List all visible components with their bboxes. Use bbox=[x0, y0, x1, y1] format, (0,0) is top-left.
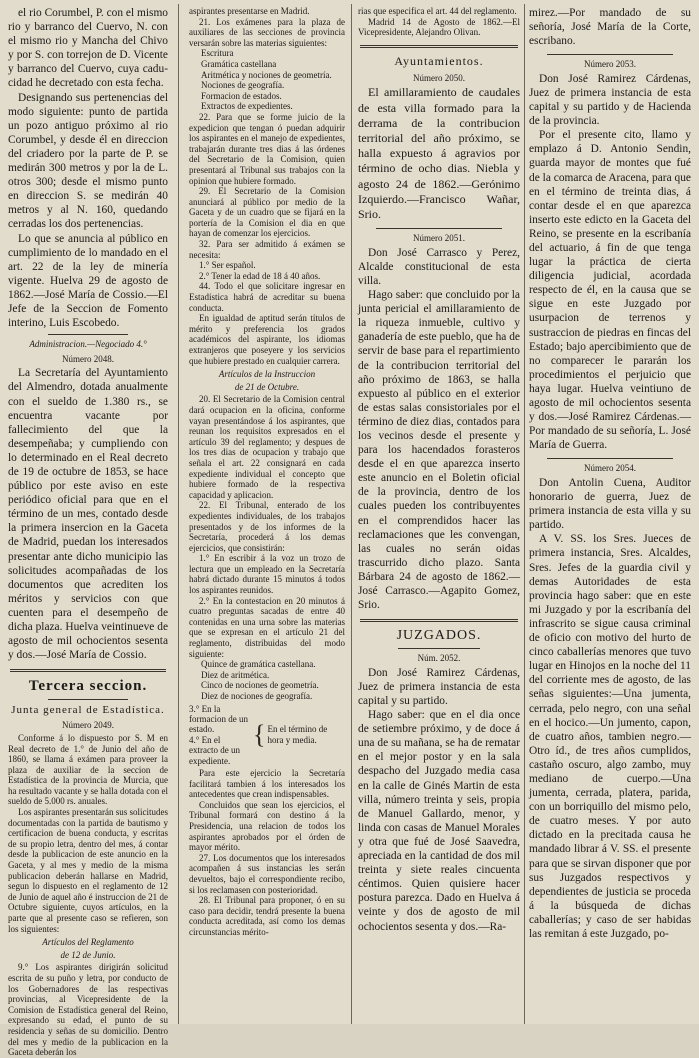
paragraph: Don José Ramirez Cárdenas, Juez de primera instancia de esta capital y su partido. bbox=[358, 666, 520, 708]
paragraph: Designando sus pertenencias del modo siguiente: punto de partida un pozo antiguo próximo al rio Corumbel, y desde él en direccion del criadero por la parte de P. se medirán 300 metros y por la de L. otros 300; desde el mismo punto en direccion S. se medirán 40 metros y al N. 160, quedando cerradas los dos pertenencias. bbox=[8, 91, 168, 231]
article-heading: de 21 de Octubre. bbox=[234, 381, 300, 392]
braced-items bbox=[189, 704, 345, 766]
list-item: Escritura bbox=[201, 48, 234, 59]
paragraph: 1.° Ser español. bbox=[199, 260, 256, 271]
column-divider bbox=[351, 4, 352, 1024]
paragraph: el rio Corumbel, P. con el mismo rio y barranco del Cuervo, N. con el mismo rio y Mancha del Chivo y por S. con torrejon de D. Vicente y barranco del Cuervo, cuya cadu-cidad he decretado con esta fecha. bbox=[8, 7, 168, 90]
paragraph: Don Antolin Cuena, Auditor honorario de guerra, Juez de primera instancia de esta villa y su partido. bbox=[529, 477, 691, 532]
paragraph: rias que especifica el art. 44 del reglamento. bbox=[358, 6, 517, 16]
list-item: Cinco de nociones de geometría. bbox=[201, 680, 319, 691]
column-divider bbox=[524, 4, 525, 1024]
paragraph: Por el presente cito, llamo y emplazo á D. Antonio Sendin, guarda mayor de montes que fué de la comarca de Aracena, para que en el término de treinta dias, á contar desde el en que aparezca inserto este edicto en la Gaceta del Reino, se presente en la escribanía del actuario, á fin de que tenga lugar la práctica de cierta diligencia judicial, acordada respecto de él, en la causa que se sigue en este Juzgado por usurpacion de terrenos y sustraccion de piedras en fincas del Estado; bajo apercibimiento que de no comparecer le pararán los procedimientos el perjuicio que haya lugar. Huelva veintiuno de agosto de mil ochocientos sesenta y dos.—José Ramirez Cárdenas.—Por mandado de su señoría, L. José María de Guerra. bbox=[529, 129, 691, 452]
list-item: Gramática castellana bbox=[201, 58, 277, 69]
separator bbox=[398, 648, 480, 649]
paragraph: 1.° En escribir á la voz un trozo de lectura que un empleado en la Secretaría habrá dictado durante 15 minutos á todos los aspirantes reunidos. bbox=[189, 553, 345, 596]
paragraph: 20. El Secretario de la Comision central dará ocupacion en la oficina, conforme vayan presentándose á los aspirantes, que reunan los requisitos expresados en el artículo 39 del reglamento; y despues de los tres dias de ocupacion y trabajo que señala el art. 22 consignará en cada expediente individual el concepto que hubiere formado de la respectiva capacidad y aplicacion. bbox=[189, 394, 345, 500]
column-1 bbox=[8, 6, 168, 1058]
separator bbox=[48, 334, 128, 335]
list-item: Formacion de estados. bbox=[201, 90, 282, 101]
notice-number: Número 2048. bbox=[62, 353, 114, 364]
notice-number: Núm. 2052. bbox=[417, 653, 461, 664]
list-item: Quince de gramática castellana. bbox=[201, 659, 316, 670]
paragraph: 44. Todo el que solicitare ingresar en Estadística habrá de acreditar su buena conducta. bbox=[189, 281, 345, 313]
separator bbox=[360, 45, 518, 48]
column-3 bbox=[358, 6, 520, 934]
separator bbox=[376, 228, 502, 229]
subject-list bbox=[189, 48, 345, 112]
paragraph: 28. El Tribunal para proponer, ó en su caso para decidir, tendrá presente la buena conducta acreditada, así como los demas circunstancias mérito- bbox=[189, 895, 345, 937]
paragraph: Madrid 14 de Agosto de 1862.—El Vicepresidente, Alejandro Olivan. bbox=[358, 16, 520, 38]
paragraph: Don José Ramirez Cárdenas, Juez de primera instancia de esta capital y su partido y de Hacienda de la provincia. bbox=[529, 72, 691, 128]
paragraph: Los aspirantes presentarán sus solicitudes documentadas con la partida de bautismo y certificacion de buena conducta, y escritas de su propio letra, dentro del mes, á contar desde la publicacion de este anuncio en la Gaceta, y al mes y medio de la misma publicacion deberán hallarse en Madrid, segun lo dispuesto en el reglamento de 12 de Junio de aquel año é instruccion de 21 de Octubre siguiente, cuyos artículos, en la parte que al presente caso se refieren, son los siguientes: bbox=[8, 807, 168, 934]
list-item: Nociones de geografía. bbox=[201, 80, 285, 91]
paragraph: A V. SS. los Sres. Jueces de primera instancia, Sres. Alcaldes, Sres. Jefes de la guardia civil y demas Autoridades de esta provincia hago saber: que en este mi Juzgado y por la escribanía del infrascrito se sigue causa criminal de oficio con motivo del hurto de cinco caballerías menores que tuvo lugar en Hinojos en la noche del 11 del corriente mes de agosto, de las señas siguientes:—Una jumenta, cerrada, pelo negro, con una señal en el hocico.—Un jumento, capon, de cuatro años, tambien negro.—Otro íd., de tres años cumplidos, castaño oscuro, algo zambo, muy mediano de cuerpo.—Una jumenta, cerrada, platera, parida, con un borriquillo del mismo pelo, de cuatro meses. Y por auto dictado en la precitada causa he mandado librar á V. SS. el presente para que se sirvan disponer que por sus Juzgados respectivos y dependientes de justicia se proceda á la búsqueda de dichas caballerías; y caso de ser habidas las remitan á este Juzgado, po- bbox=[529, 533, 691, 940]
section-title: Tercera seccion. bbox=[28, 678, 148, 695]
paragraph: 29. El Secretario de la Comision anunciará al público por medio de la Gaceta y de un cuadro que se fijará en la portería de la Comision el dia en que hayan de comenzar los ejercicios. bbox=[189, 186, 345, 239]
section-title: Ayuntamientos. bbox=[394, 53, 484, 68]
paragraph: 21. Los exámenes para la plaza de auxiliares de las secciones de provincia versarán sobre las materias siguientes: bbox=[189, 16, 345, 48]
paragraph: Conforme á lo dispuesto por S. M en Real decreto de 1.° de Junio del año de 1860, se llama á exámen para proveer la plaza de auxiliar de la seccion de Estadística de la provincia de Murcia, que ha resultado vacante y se halla dotada con el sueldo de 5.000 rs. anuales. bbox=[8, 732, 168, 807]
notice-number: Número 2053. bbox=[584, 59, 636, 70]
paragraph: Hago saber: que concluido por la junta pericial el amillaramiento de la riqueza inmueble, cultivo y ganadería de este pueblo, que ha de servir de base para el repartimiento de la contribucion territorial del año próximo de 1863, se halla expuesto al público en el exterior de estas salas consistoriales por el término de diez dias, contados para los vecinos desde el presente y para los hacendados forasteros desde el en que aparezca inserto este anuncio en el Boletin oficial de la provincia, dentro de los cuales pueden los contribuyentes en el comprendidos hacer las reclamaciones que les convengan, las cuales no serán oidas trascurrido dicho plazo. Santa Bárbara 24 de agosto de 1862.—José Carrasco.—Agapito Gomez, Srio. bbox=[358, 289, 520, 612]
list-item: Aritmética y nociones de geometría. bbox=[201, 69, 332, 80]
paragraph: 22. El Tribunal, enterado de los expedientes individuales, de los trabajos presentados y de los informes de la Secretaría, procederá á los demas ejercicios, que consistirán: bbox=[189, 500, 345, 553]
list-item: Extractos de expedientes. bbox=[201, 101, 293, 112]
paragraph: Concluidos que sean los ejercicios, el Tribunal formará con destino á la Presidencia, una relacion de todos los aspirantes aprobados por el órden de mayor mérito. bbox=[189, 799, 345, 853]
column-2 bbox=[189, 6, 345, 938]
list-item: 3.° En la formacion de un estado. bbox=[189, 703, 248, 735]
paragraph: Lo que se anuncia al público en cumplimiento de lo mandado en el art. 22 de la ley de minería vigente. Huelva 29 de agosto de 1862.—José María de Cossio.—El Jefe de la Seccion de Fomento interino, Luis Escobedo. bbox=[8, 232, 168, 330]
article-heading: Artículos de la Instruccion bbox=[218, 369, 316, 380]
separator bbox=[547, 458, 673, 459]
article-heading: de 12 de Junio. bbox=[60, 949, 116, 960]
paragraph: 32. Para ser admitido á exámen se necesita: bbox=[189, 239, 345, 260]
list-item: En el término de hora y media. bbox=[267, 724, 328, 745]
paragraph: Don José Carrasco y Perez, Alcalde constitucional de esta villa. bbox=[358, 246, 520, 287]
column-divider bbox=[178, 4, 179, 1024]
brace-glyph: { bbox=[253, 719, 266, 749]
list-item: Diez de aritmética. bbox=[201, 669, 270, 680]
notice-number: Número 2051. bbox=[413, 233, 465, 244]
separator bbox=[547, 54, 673, 55]
separator bbox=[360, 619, 518, 622]
paragraph: Hago saber: que en el dia once de setiembre próximo, y de doce á una de su mañana, se ha de rematar en el mejor postor y en la sala despacho del Juzgado media casa en la calle de Ginés Martin de esta villa, número treinta y seis, propia de Manuel Gallardo, menor, y linda con casas de Manuel Morales y otra que fué de José Saavedra, apreciada en la cantidad de dos mil treinta y siete reales cincuenta céntimos. Quien quisiere hacer postura parezca. Dado en Huelva á veinte y dos de agosto de mil ochocientos sesenta y dos.—Ra- bbox=[358, 709, 520, 933]
notice-number: Número 2050. bbox=[413, 72, 465, 83]
notice-number: Número 2054. bbox=[584, 463, 636, 474]
paragraph: 2.° Tener la edad de 18 á 40 años. bbox=[199, 270, 321, 281]
paragraph: 22. Para que se forme juicio de la expedicion que tengan ó puedan adquirir los aspirantes en el manejo de expedientes, trabajarán durante tres dias á las órdenes del Secretario de la Comision, quien presentará al Tribunal sus trabajos con la opinion que hubiere formado. bbox=[189, 111, 345, 186]
question-list bbox=[189, 659, 345, 701]
notice-number: Número 2049. bbox=[62, 720, 114, 731]
section-title: JUZGADOS. bbox=[396, 628, 482, 644]
separator bbox=[48, 699, 128, 700]
column-4 bbox=[529, 6, 691, 941]
paragraph: La Secretaría del Ayuntamiento del Almendro, dotada anualmente con el sueldo de 1.380 rs., se encuentra vacante por fallecimiento del que la desempeñaba; y cumpliendo con lo determinado en el Real decreto de 19 de octubre de 1853, se hace público por este aviso en este periódico oficial para que en el término de un mes, contado desde la primera insercion en la Gaceta de Madrid, puedan los interesados presentar ante dicho municipio las solicitudes acompañadas de los documentos que acrediten los méritos y servicios con que cuenten para el desempeño de dicha plaza. Huelva veintinueve de agosto de mil ochocientos sesenta y dos.—José María de Cossio. bbox=[8, 367, 168, 662]
separator bbox=[10, 669, 166, 672]
paragraph: mirez.—Por mandado de su señoría, José María de la Corte, escribano. bbox=[529, 7, 691, 48]
paragraph: En igualdad de aptitud serán títulos de mérito y preferencia los grados académicos del aspirante, los idiomas extranjeros que poseyere y los servicios que hubiere prestado en cualquier carrera. bbox=[189, 313, 345, 366]
paragraph: 27. Los documentos que los interesados acompañen á sus instancias les serán devueltos, bajo el correspondiente recibo, si los reclamasen con posterioridad. bbox=[189, 852, 345, 895]
subsection-heading: Administracion.—Negociado 4.° bbox=[29, 339, 147, 350]
list-item: 4.° En el extracto de un expediente. bbox=[189, 734, 240, 766]
paragraph: 9.° Los aspirantes dirigirán solicitud escrita de su puño y letra, por conducto de los Gobernadores de las respectivas provincias, al Vicepresidente de la Comision de Estadística general del Reino, expresando su edad, el punto de su residencia y señas de su domicilio. Dentro del mes y medio de la publicacion en la Gaceta deberán los bbox=[8, 962, 168, 1058]
section-subtitle: Junta general de Estadística. bbox=[11, 704, 165, 717]
paragraph: 2.° En la contestacion en 20 minutos á cuatro preguntas sacadas de entre 40 contenidas en una urna sobre las materias que se expresan en el artículo 21 del reglamento, distribuidas del modo siguiente: bbox=[189, 595, 345, 659]
paragraph: El amillaramiento de caudales de esta villa formado para la derrama de la contribucion territorial del año próximo, se halla expuesto á agravios por término de ocho dias. Niebla y agosto 24 de 1862.—Gerónimo Izquierdo.—Francisco Wañar, Srio. bbox=[358, 85, 520, 221]
article-heading: Artículos del Reglamento bbox=[42, 937, 134, 948]
paragraph: aspirantes presentarse en Madrid. bbox=[189, 6, 310, 16]
list-item: Diez de nociones de geografía. bbox=[201, 691, 313, 701]
paragraph: Para este ejercicio la Secretaría facilitará tambien á los interesados los antecedentes que crean indispensables. bbox=[189, 768, 345, 800]
